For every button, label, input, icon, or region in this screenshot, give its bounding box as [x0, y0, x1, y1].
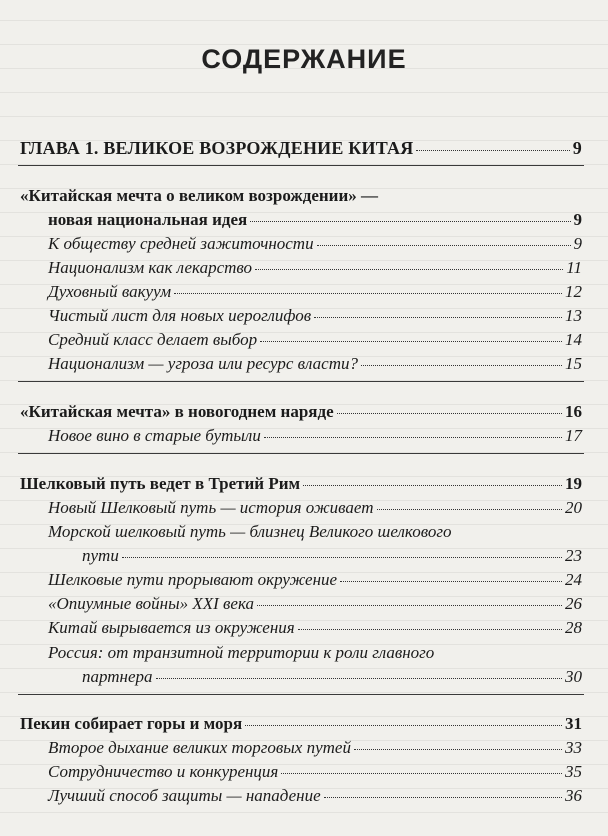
toc-subsection[interactable] — [48, 330, 582, 350]
toc-entry-text: Новый Шелковый путь — история оживает — [48, 498, 374, 517]
toc-page-number: 9 — [573, 234, 582, 253]
toc-page-number: 20 — [565, 498, 582, 517]
toc-subsection-line1[interactable]: Россия: от транзитной территории к роли главного — [48, 643, 435, 662]
dot-leader — [314, 317, 562, 318]
section-divider — [18, 694, 584, 695]
dot-leader — [156, 678, 562, 679]
toc-entry-text: Шелковый путь ведет в Третий Рим — [20, 474, 301, 493]
toc-entry-text: пути — [82, 546, 119, 565]
toc-entry-text: «Китайская мечта» в новогоднем наряде — [20, 402, 334, 421]
toc-chapter-1[interactable] — [20, 138, 582, 158]
toc-subsection[interactable] — [48, 234, 582, 254]
dot-leader — [416, 150, 569, 151]
toc-entry-text: Китай вырывается из окружения — [48, 618, 295, 637]
toc-page-number: 26 — [565, 594, 582, 613]
toc-page-number: 23 — [565, 546, 582, 565]
toc-subsection[interactable] — [48, 786, 582, 806]
toc-entry-text: Средний класс делает выбор — [48, 330, 258, 349]
toc-entry-text: партнера — [82, 667, 153, 686]
dot-leader — [377, 509, 562, 510]
toc-page-number: 15 — [565, 354, 582, 373]
toc-page-number: 24 — [565, 570, 582, 589]
dot-leader — [264, 437, 562, 438]
dot-leader — [255, 269, 563, 270]
toc-page-number: 16 — [565, 402, 582, 421]
toc-entry-text: ГЛАВА 1. ВЕЛИКОЕ ВОЗРОЖДЕНИЕ КИТАЯ — [20, 138, 414, 158]
toc-section-4[interactable] — [20, 714, 582, 734]
dot-leader — [361, 365, 562, 366]
toc-entry-text: «Опиумные войны» XXI века — [48, 594, 254, 613]
toc-page-number: 31 — [565, 714, 582, 733]
toc-section-1-line1[interactable]: «Китайская мечта о великом возрождении» — — [20, 186, 379, 205]
section-divider — [18, 165, 584, 166]
toc-entry-text: Шелковые пути прорывают окружение — [48, 570, 338, 589]
toc-page-number: 28 — [565, 618, 582, 637]
toc-entry-text: Лучший способ защиты — нападение — [48, 786, 321, 805]
toc-subsection[interactable] — [48, 618, 582, 638]
toc-section-3[interactable] — [20, 474, 582, 494]
dot-leader — [324, 797, 562, 798]
toc-entry-text: Второе дыхание великих торговых путей — [48, 738, 351, 757]
toc-subsection[interactable] — [48, 594, 582, 614]
dot-leader — [281, 773, 562, 774]
toc-entry-text: Чистый лист для новых иероглифов — [48, 306, 312, 325]
page-title: СОДЕРЖАНИЕ — [201, 44, 407, 74]
dot-leader — [245, 725, 562, 726]
toc-page-number: 30 — [565, 667, 582, 686]
toc-page-number: 19 — [565, 474, 582, 493]
toc-subsection[interactable] — [48, 354, 582, 374]
toc-page-number: 13 — [565, 306, 582, 325]
dot-leader — [337, 413, 562, 414]
dot-leader — [303, 485, 562, 486]
toc-page-number: 33 — [565, 738, 582, 757]
toc-entry-text: Национализм как лекарство — [48, 258, 253, 277]
dot-leader — [260, 341, 562, 342]
toc-entry-text: Сотрудничество и конкуренция — [48, 762, 279, 781]
toc-subsection[interactable] — [48, 498, 582, 518]
dot-leader — [122, 557, 562, 558]
toc-page-number: 9 — [572, 138, 582, 158]
dot-leader — [340, 581, 562, 582]
toc-subsection[interactable] — [48, 570, 582, 590]
toc-page-number: 12 — [565, 282, 582, 301]
dot-leader — [250, 221, 570, 222]
dot-leader — [317, 245, 571, 246]
toc-entry-text: Новое вино в старые бутыли — [48, 426, 261, 445]
toc-page-number: 11 — [566, 258, 582, 277]
toc-page-number: 14 — [565, 330, 582, 349]
toc-page-number: 9 — [573, 210, 582, 229]
toc-subsection[interactable] — [48, 258, 582, 278]
toc-subsection-line1[interactable]: Морской шелковый путь — близнец Великого шелкового — [48, 522, 452, 541]
toc-entry-text: Духовный вакуум — [48, 282, 172, 301]
toc-subsection[interactable] — [48, 762, 582, 782]
toc-section-2[interactable] — [20, 402, 582, 422]
dot-leader — [174, 293, 562, 294]
toc-page-number: 17 — [565, 426, 582, 445]
toc-subsection[interactable] — [82, 667, 582, 687]
section-divider — [18, 381, 584, 382]
toc-subsection[interactable] — [48, 426, 582, 446]
dot-leader — [298, 629, 562, 630]
toc-subsection[interactable] — [48, 306, 582, 326]
dot-leader — [354, 749, 562, 750]
toc-entry-text: К обществу средней зажиточности — [48, 234, 314, 253]
toc-entry-text: Пекин собирает горы и моря — [20, 714, 243, 733]
toc-entry-text: новая национальная идея — [48, 210, 248, 229]
toc-entry-text: Национализм — угроза или ресурс власти? — [48, 354, 358, 373]
section-divider — [18, 453, 584, 454]
dot-leader — [257, 605, 562, 606]
toc-section-1[interactable] — [48, 210, 582, 230]
toc-page-number: 35 — [565, 762, 582, 781]
toc-subsection[interactable] — [82, 546, 582, 566]
toc-subsection[interactable] — [48, 738, 582, 758]
toc-page-number: 36 — [565, 786, 582, 805]
toc-subsection[interactable] — [48, 282, 582, 302]
